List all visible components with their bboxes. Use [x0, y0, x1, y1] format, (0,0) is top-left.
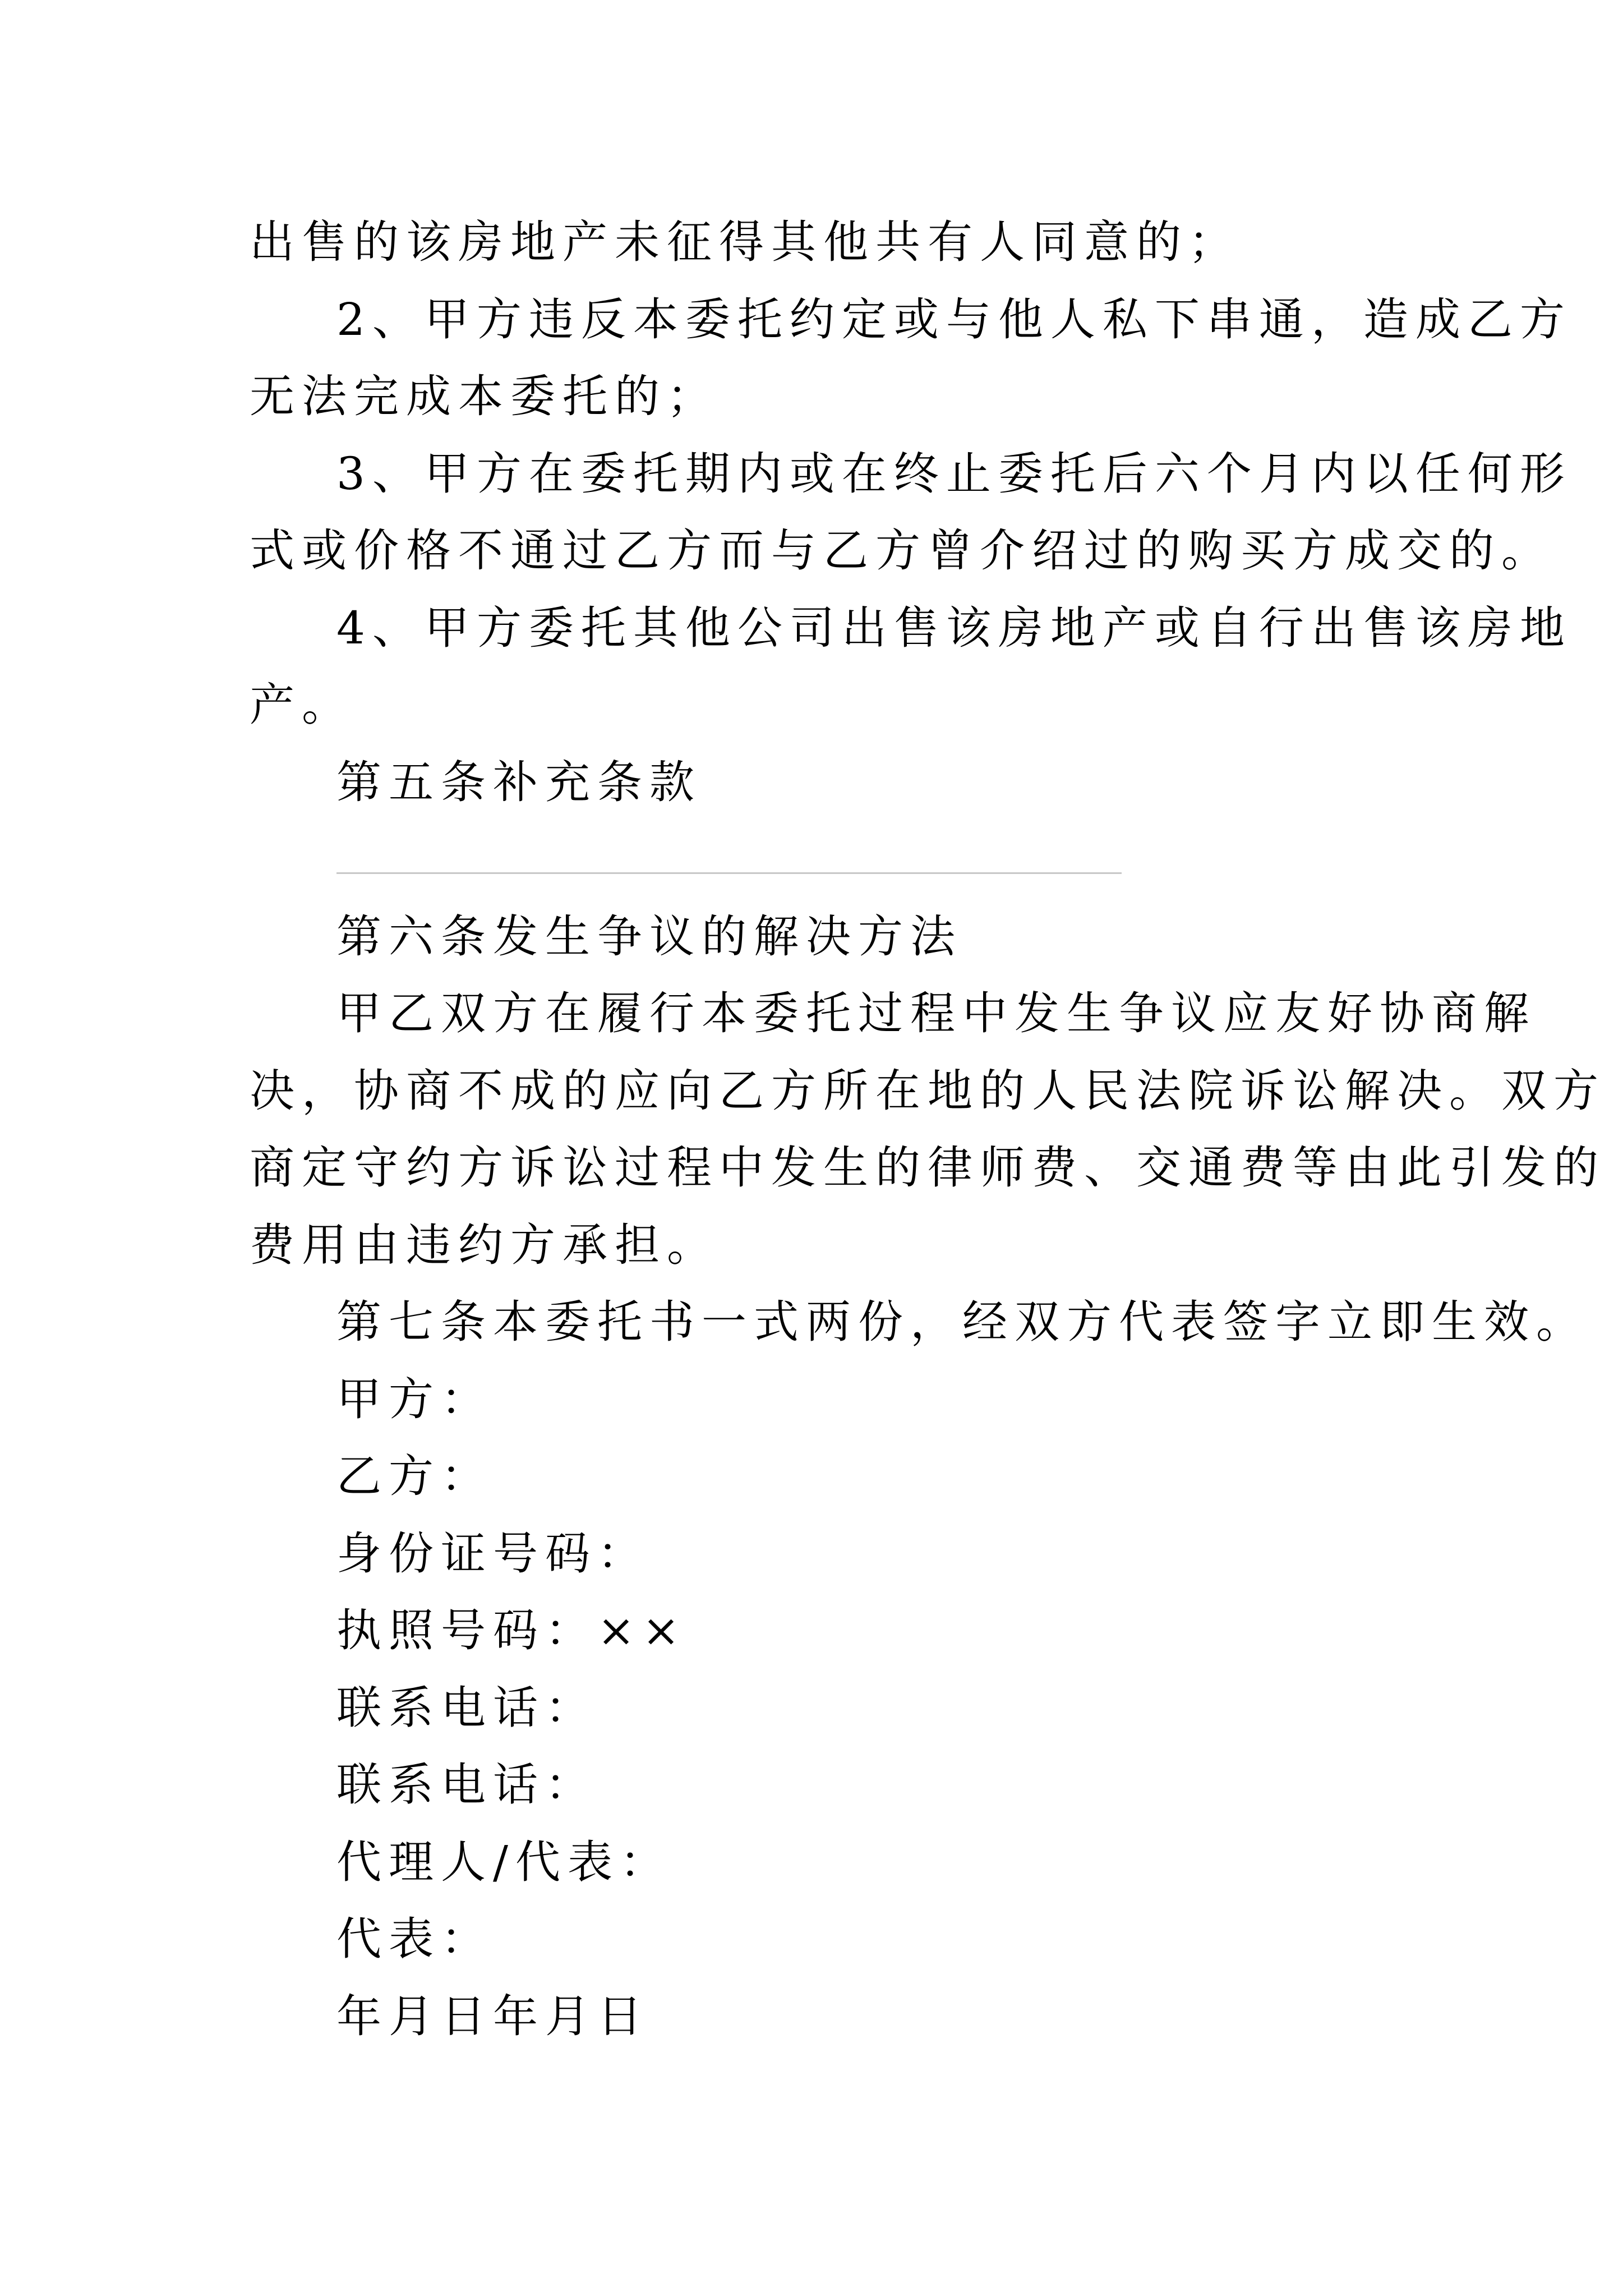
text-line: 甲乙双方在履行本委托过程中发生争议应友好协商解: [336, 987, 1536, 1039]
text-line: 4、甲方委托其他公司出售该房地产或自行出售该房地: [336, 602, 1572, 654]
id-number-label: 身份证号码：: [336, 1527, 649, 1580]
party-b-label: 乙方：: [336, 1450, 493, 1502]
representative-label: 代表：: [336, 1913, 493, 1965]
text-line: 产。: [250, 679, 354, 731]
license-number-label: 执照号码：××: [336, 1604, 688, 1657]
agent-representative-label: 代理人/代表：: [336, 1836, 672, 1888]
date-label: 年月日年月日: [336, 1990, 649, 2042]
party-a-label: 甲方：: [336, 1373, 493, 1425]
text-line: 3、甲方在委托期内或在终止委托后六个月内以任何形: [336, 448, 1572, 500]
text-line: 第七条本委托书一式两份，经双方代表签字立即生效。: [336, 1296, 1588, 1348]
blank-fill-line: [336, 872, 1122, 874]
text-line: 出售的该房地产未征得其他共有人同意的；: [250, 216, 1241, 268]
section-heading: 第六条发生争议的解决方法: [336, 910, 962, 963]
text-line: 决，协商不成的应向乙方所在地的人民法院诉讼解决。双方: [250, 1065, 1606, 1117]
text-line: 式或价格不通过乙方而与乙方曾介绍过的购买方成交的。: [250, 524, 1553, 577]
text-line: 2、甲方违反本委托约定或与他人私下串通，造成乙方: [336, 293, 1572, 346]
text-line: 无法完成本委托的；: [250, 370, 719, 422]
section-heading: 第五条补充条款: [336, 756, 702, 808]
text-line: 费用由违约方承担。: [250, 1219, 719, 1271]
phone-label: 联系电话：: [336, 1682, 597, 1734]
text-line: 商定守约方诉讼过程中发生的律师费、交通费等由此引发的: [250, 1142, 1606, 1194]
phone-label: 联系电话：: [336, 1759, 597, 1811]
